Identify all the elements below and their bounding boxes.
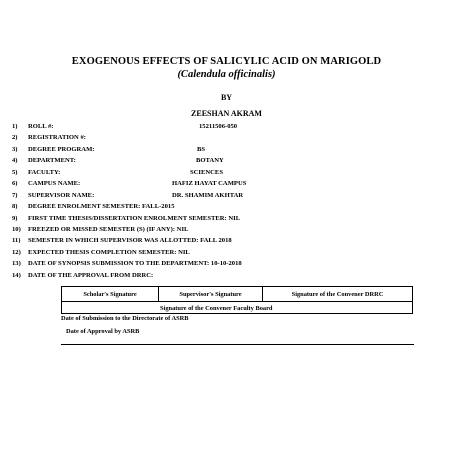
field-row — [12, 247, 432, 258]
supervisor-signature-cell: Supervisor's Signature — [159, 287, 263, 301]
field-label: FACULTY: — [28, 168, 61, 176]
field-number: 3) — [12, 145, 18, 153]
field-number: 10) — [12, 225, 21, 233]
asrb-approval-date: Date of Approval by ASRB — [66, 328, 140, 335]
field-row — [12, 235, 432, 246]
field-number: 8) — [12, 203, 18, 211]
scholar-signature-cell: Scholar's Signature — [62, 287, 159, 301]
divider — [61, 344, 414, 345]
field-number: 9) — [12, 214, 18, 222]
field-number: 13) — [12, 260, 21, 268]
signature-table — [61, 286, 413, 302]
field-number: 7) — [12, 191, 18, 199]
field-value: DR. SHAMIM AKHTAR — [172, 191, 244, 199]
field-row — [12, 167, 432, 178]
field-row — [12, 144, 432, 155]
field-value: BS — [197, 145, 206, 153]
field-number: 12) — [12, 248, 21, 256]
field-row — [12, 190, 432, 201]
field-label: DATE OF THE APPROVAL FROM DRRC: — [28, 271, 154, 279]
table-bottom-border — [61, 313, 413, 314]
field-label: DEGREE ENROLMENT SEMESTER: FALL-2015 — [28, 203, 175, 211]
field-number: 4) — [12, 157, 18, 165]
field-number: 14) — [12, 271, 21, 279]
field-label: SUPERVISOR NAME: — [28, 191, 95, 199]
field-value: 15211506-050 — [199, 123, 238, 130]
field-label: FREEZED OR MISSED SEMESTER (S) (IF ANY): NIL — [28, 225, 189, 233]
field-label: DEGREE PROGRAM: — [28, 145, 95, 153]
field-number: 5) — [12, 168, 18, 176]
field-number: 6) — [12, 180, 18, 188]
field-label: DEPARTMENT: — [28, 157, 76, 165]
field-row — [12, 201, 432, 212]
field-number: 2) — [12, 134, 18, 142]
field-row — [12, 155, 432, 166]
author-name: ZEESHAN AKRAM — [191, 109, 262, 118]
field-row — [12, 132, 432, 143]
field-number: 1) — [12, 123, 18, 130]
field-row — [12, 121, 432, 132]
field-label: CAMPUS NAME: — [28, 180, 81, 188]
field-row — [12, 224, 432, 235]
field-label: REGISTRATION #: — [28, 134, 86, 142]
field-value: HAFIZ HAYAT CAMPUS — [172, 180, 247, 188]
field-label: DATE OF SYNOPSIS SUBMISSION TO THE DEPARTMENT: 10-10-2018 — [28, 260, 242, 268]
field-row — [12, 213, 432, 224]
field-list — [12, 121, 432, 281]
table-border-right — [412, 302, 413, 313]
field-number: 11) — [12, 237, 21, 245]
table-border-left — [61, 302, 62, 313]
field-label: ROLL #: — [28, 123, 54, 130]
field-row — [12, 258, 432, 269]
by-label: BY — [220, 93, 233, 102]
field-label: FIRST TIME THESIS/DISSERTATION ENROLMENT SEMESTER: NIL — [28, 214, 241, 222]
asrb-submission-date: Date of Submission to the Directorate of ASRB — [61, 315, 189, 322]
convener-drrc-signature-cell: Signature of the Convener DRRC — [291, 290, 384, 298]
document-subtitle: (Calendula officinalis) — [177, 69, 276, 80]
field-value: SCIENCES — [190, 168, 223, 176]
field-row — [12, 270, 432, 281]
convener-faculty-signature: Signature of the Convener Faculty Board — [160, 305, 273, 312]
document-title: EXOGENOUS EFFECTS OF SALICYLIC ACID ON MARIGOLD — [71, 56, 382, 67]
field-label: EXPECTED THESIS COMPLETION SEMESTER: NIL — [28, 248, 190, 256]
field-label: SEMESTER IN WHICH SUPERVISOR WAS ALLOTTED: FALL 2018 — [28, 237, 232, 245]
field-value: BOTANY — [196, 157, 224, 165]
field-row — [12, 178, 432, 189]
